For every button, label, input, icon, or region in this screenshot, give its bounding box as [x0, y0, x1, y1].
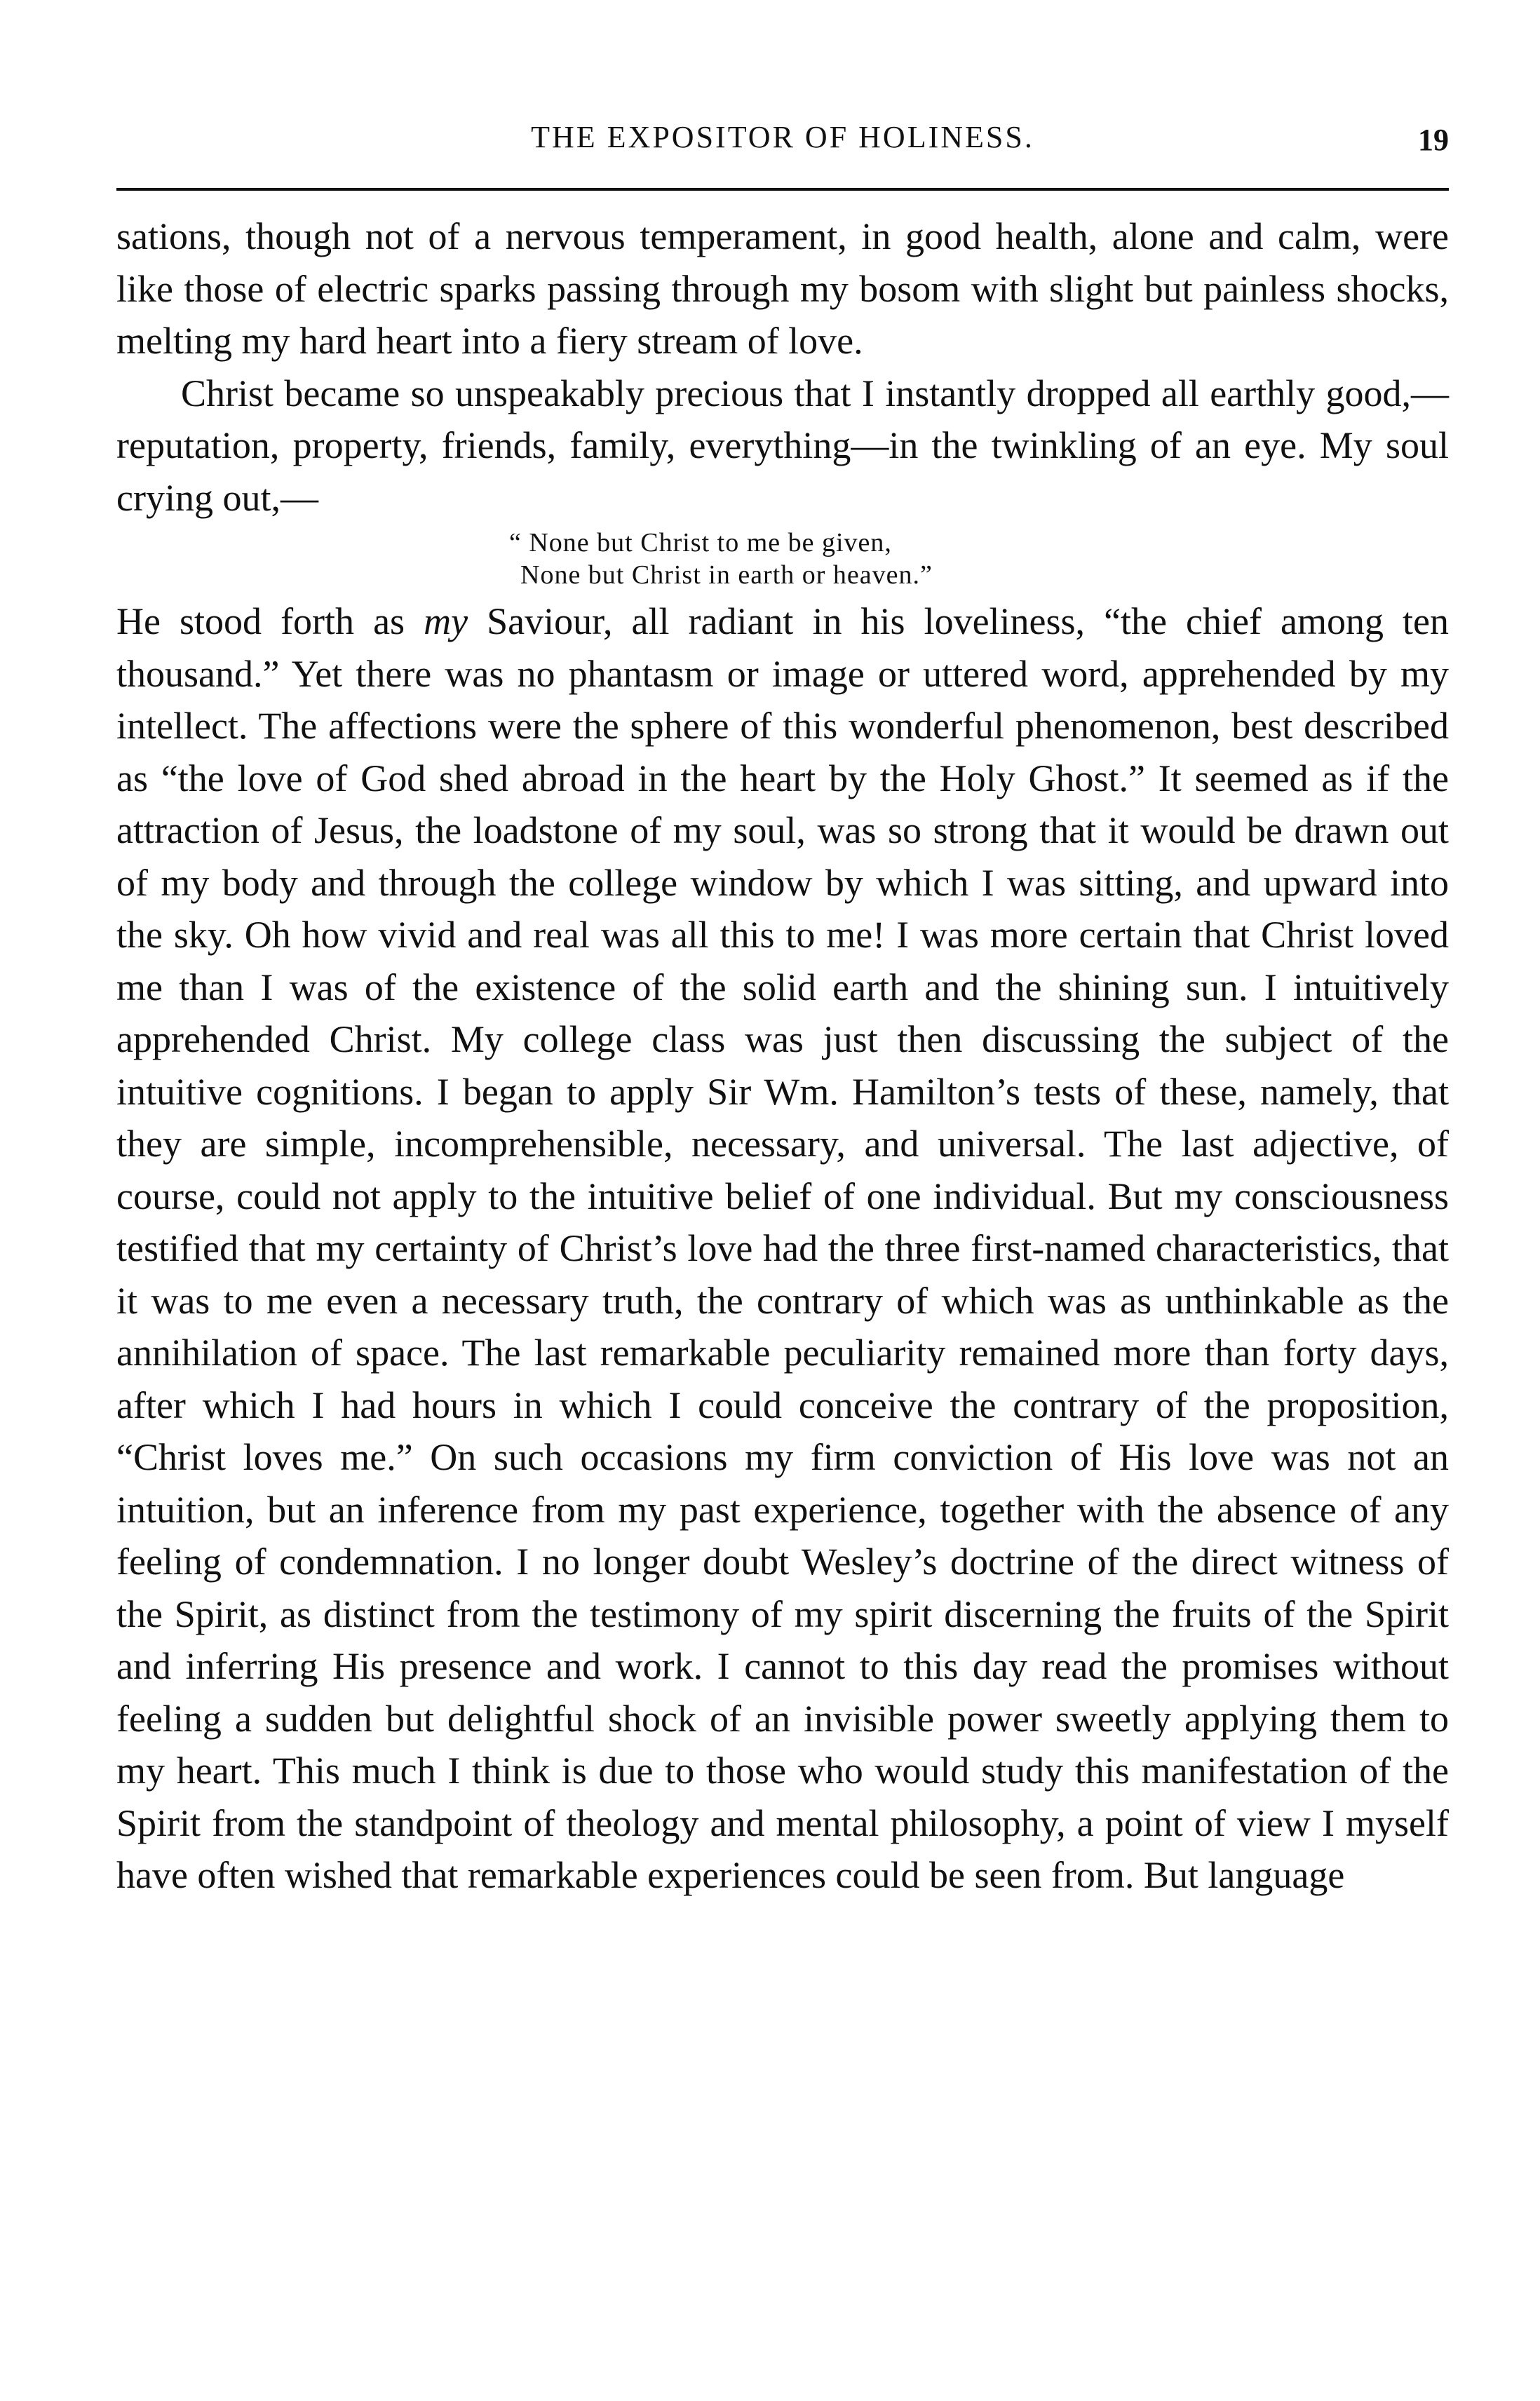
verse-line-1: “ None but Christ to me be given, — [509, 528, 892, 557]
paragraph-3-rest: Saviour, all radiant in his loveliness, “the chief among ten thousand.” Yet there was no phantasm or image or uttered word, apprehended by my intellect. The affections were the sphere of this wonderful phenomenon, best described as “the love of God shed abroad in the heart by the Holy Ghost.” It seemed as if the attraction of Jesus, the loadstone of my soul, was so strong that it would be drawn out of my body and through the college window by which I was sitting, and upward into the sky. Oh how vivid and real was all this to me! I was more certain that Christ loved me than I was of the existence of the solid earth and the shining sun. I intuitively apprehended Christ. My college class was just then discussing the subject of the intuitive cognitions. I began to apply Sir Wm. Hamilton’s tests of these, namely, that they are simple, incomprehensible, necessary, and universal. The last adjective, of course, could not apply to the intuitive belief of one individual. But my consciousness testified that my certainty of Christ’s love had the three first-named characteristics, that it was to me even a necessary truth, the contrary of which was as unthinkable as the annihilation of space. The last remarkable peculiarity remained more than forty days, after which I had hours in which I could conceive the contrary of the proposition, “Christ loves me.” On such occasions my firm conviction of His love was not an intuition, but an inference from my past experience, together with the absence of any feeling of condemnation. I no longer doubt Wesley’s doctrine of the direct witness of the Spirit, as distinct from the testimony of my spirit discerning the fruits of the Spirit and inferring His presence and work. I cannot to this day read the promises without feeling a sudden but delightful shock of an invisible power sweetly applying them to my heart. This much I think is due to those who would study this manifestation of the Spirit from the standpoint of theology and mental philosophy, a point of view I myself have often wished that remarkable experiences could be seen from. But language — [116, 600, 1450, 1896]
running-head — [116, 112, 1449, 161]
running-title: THE EXPOSITOR OF HOLINESS. — [531, 120, 1034, 154]
verse-line-2: None but Christ in earth or heaven.” — [520, 560, 933, 590]
header-rule — [116, 188, 1449, 191]
paragraph-3-start: He stood forth as — [116, 600, 424, 642]
paragraph-1: sations, though not of a nervous temperament, in good health, alone and calm, were like those of electric sparks passing through my bosom with slight but painless shocks, melting my hard heart into a fiery stream of love. — [116, 215, 1449, 362]
paragraph-2: Christ became so unspeakably precious that I instantly dropped all earthly good,—reputation, property, friends, family, everything—in the twinkling of an eye. My soul crying out,— — [116, 372, 1449, 519]
body-text — [116, 210, 1449, 1902]
page-number: 19 — [1418, 123, 1449, 157]
emphasis-my: my — [424, 600, 468, 642]
paragraph-3 — [116, 595, 1449, 1902]
verse-quote — [116, 527, 1449, 591]
